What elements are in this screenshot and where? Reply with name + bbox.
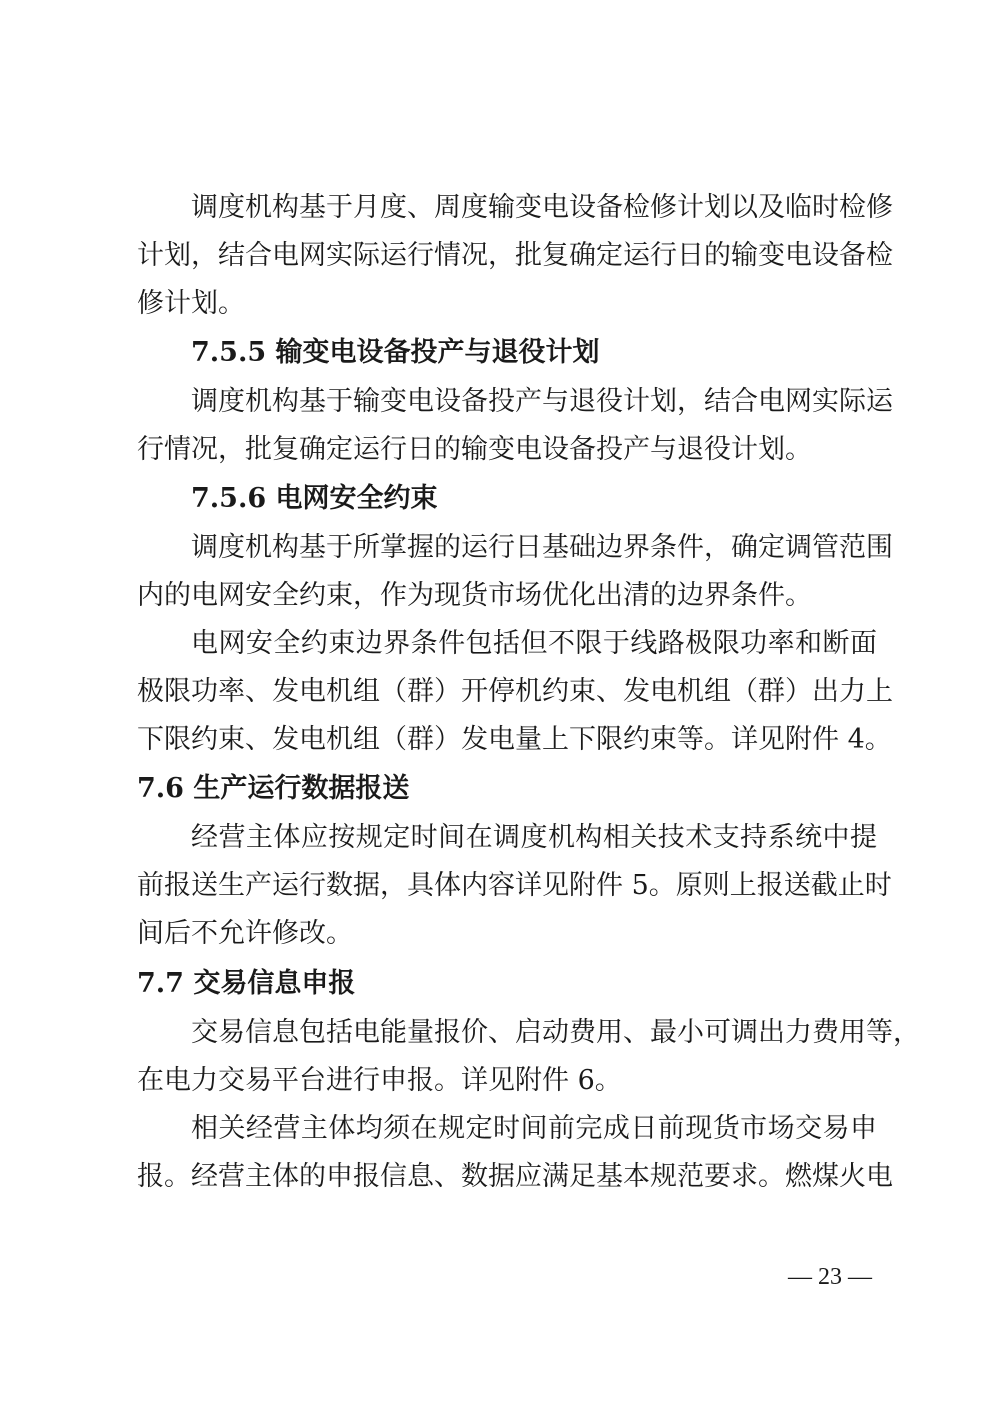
section-heading-7-7: 7.7 交易信息申报 [137, 968, 356, 999]
paragraph-line: 调度机构基于输变电设备投产与退役计划，结合电网实际运 [191, 386, 893, 417]
paragraph-line: 交易信息包括电能量报价、启动费用、最小可调出力费用等， [191, 1017, 920, 1048]
paragraph-line: 报。经营主体的申报信息、数据应满足基本规范要求。燃煤火电 [137, 1161, 893, 1192]
paragraph-line: 内的电网安全约束，作为现货市场优化出清的边界条件。 [137, 580, 812, 611]
paragraph-line: 下限约束、发电机组（群）发电量上下限约束等。详见附件 4。 [137, 724, 892, 755]
paragraph-line: 修计划。 [137, 288, 245, 319]
paragraph-line: 间后不允许修改。 [137, 918, 353, 949]
page-number: — 23 — [788, 1264, 872, 1290]
paragraph-line: 计划，结合电网实际运行情况，批复确定运行日的输变电设备检 [137, 240, 893, 271]
paragraph-line: 电网安全约束边界条件包括但不限于线路极限功率和断面 [191, 628, 877, 659]
paragraph-line: 行情况，批复确定运行日的输变电设备投产与退役计划。 [137, 434, 812, 465]
paragraph-line: 前报送生产运行数据，具体内容详见附件 5。原则上报送截止时 [137, 870, 892, 901]
paragraph-line: 经营主体应按规定时间在调度机构相关技术支持系统中提 [191, 822, 877, 853]
section-heading-7-6: 7.6 生产运行数据报送 [137, 773, 410, 804]
paragraph-line: 调度机构基于月度、周度输变电设备检修计划以及临时检修 [191, 192, 893, 223]
paragraph-line: 极限功率、发电机组（群）开停机约束、发电机组（群）出力上 [137, 676, 893, 707]
paragraph-line: 相关经营主体均须在规定时间前完成日前现货市场交易申 [191, 1113, 877, 1144]
paragraph-line: 在电力交易平台进行申报。详见附件 6。 [137, 1065, 622, 1096]
section-heading-7-5-6: 7.5.6 电网安全约束 [191, 483, 438, 514]
paragraph-line: 调度机构基于所掌握的运行日基础边界条件，确定调管范围 [191, 532, 893, 563]
section-heading-7-5-5: 7.5.5 输变电设备投产与退役计划 [191, 337, 600, 368]
